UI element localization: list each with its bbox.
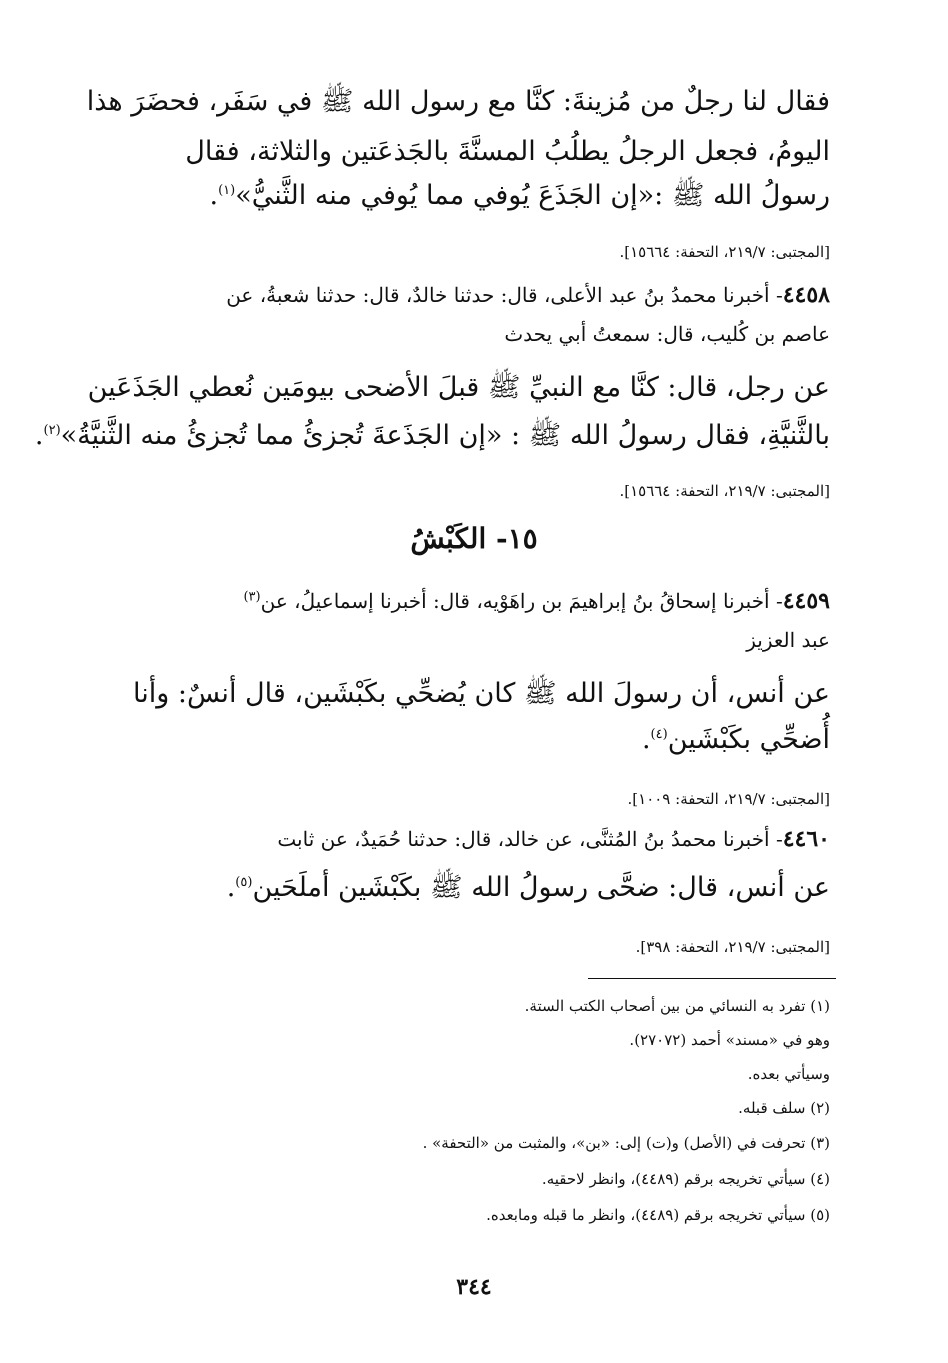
reference-line: [المجتبى: ٢١٩/٧، التحفة: ١٠٠٩]. (627, 790, 830, 808)
footnote-marker: (٣) (243, 589, 261, 605)
hadith-number: ٤٤٥٩ (782, 588, 830, 614)
page-number: ٣٤٤ (456, 1274, 492, 1300)
hadith-isnad-line (243, 588, 830, 614)
reference-line: [المجتبى: ٢١٩/٧، التحفة: ٣٩٨]. (635, 938, 830, 956)
hadith-text-line: عن أنس، قال: ضحَّى رسولُ الله ﷺ بكَبْشَين أملَحَين$^{(٥)}$. (226, 872, 830, 903)
footnote-line: (١) تفرد به النسائي من بين أصحاب الكتب الستة. (524, 997, 830, 1015)
footnote-marker: (١) (218, 183, 236, 198)
hadith-isnad-line (226, 282, 830, 308)
footnote-line: (٣) تحرفت في (الأصل) و(ت) إلى: «بن»، والمثبت من «التحفة» . (422, 1134, 830, 1152)
footnote-line: وهو في «مسند» أحمد (٢٧٠٧٢). (629, 1031, 830, 1049)
text-span: رسولُ الله ﷺ :«إن الجَذَعَ يُوفي مما يُوفي منه الثَّنيُّ» (235, 180, 830, 211)
footnote-marker: (٢) (43, 423, 61, 438)
reference-line: [المجتبى: ٢١٩/٧، التحفة: ١٥٦٦٤]. (619, 482, 830, 500)
footnote-marker: (٤) (650, 727, 668, 742)
hadith-isnad-line: عاصم بن كُليب، قال: سمعتُ أبي يحدث (504, 322, 830, 346)
hadith-number: ٤٤٦٠ (782, 826, 830, 852)
hadith-number: ٤٤٥٨ (782, 282, 830, 308)
text-span: بالثَّنيَّةِ، فقال رسولُ الله ﷺ : «إن الجَذَعةَ تُجزئُ مما تُجزئُ منه الثَّنيَّةُ» (60, 420, 830, 451)
hadith-text-line (185, 136, 830, 167)
hadith-text-line: بالثَّنيَّةِ، فقال رسولُ الله ﷺ : «إن الجَذَعةَ تُجزئُ مما تُجزئُ منه الثَّنيَّةُ»$^{(٢)}$. (34, 420, 830, 451)
hadith-text-line: أُضحِّي بكَبْشَين$^{(٤)}$. (641, 724, 830, 755)
reference-line: [المجتبى: ٢١٩/٧، التحفة: ١٥٦٦٤]. (619, 243, 830, 261)
text-span: أُضحِّي بكَبْشَين (667, 724, 830, 755)
text-span: - أخبرنا محمدُ بنُ المُثنَّى، عن خالد، قال: حدثنا حُمَيدٌ، عن ثابت (277, 827, 783, 851)
footnote-marker: (٥) (235, 875, 253, 890)
text-span: عن أنس، قال: ضحَّى رسولُ الله ﷺ بكَبْشَين أملَحَين (252, 872, 830, 903)
hadith-text-line: عن رجل، قال: كنَّا مع النبيِّ ﷺ قبلَ الأضحى بيومَين نُعطي الجَذَعَين (87, 372, 830, 403)
text-span: - أخبرنا محمدُ بنُ عبد الأعلى، قال: حدثنا خالدٌ، قال: حدثنا شعبةُ، عن (226, 283, 783, 307)
hadith-text-line (87, 84, 830, 124)
footnote-line: (٥) سيأتي تخريجه برقم (٤٤٨٩)، وانظر ما قبله ومابعده. (486, 1206, 830, 1224)
text-span: فقال لنا رجلٌ من مُزينةَ: كنَّا مع رسول الله ﷺ في سَفَر، فحضَرَ هذا (86, 86, 830, 117)
hadith-isnad-line: عبد العزيز (746, 628, 830, 652)
footnote-line: وسيأتي بعده. (747, 1065, 830, 1083)
hadith-text-line: عن أنس، أن رسولَ الله ﷺ كان يُضحِّي بكَبْشَين، قال أنسٌ: وأنا (133, 678, 830, 709)
hadith-isnad-line (277, 826, 830, 852)
footnote-separator (588, 978, 836, 979)
section-title: ١٥- الكَبْشُ (410, 522, 538, 555)
text-span: - أخبرنا إسحاقُ بنُ إبراهيمَ بن راهَوْيه، قال: أخبرنا إسماعيلُ، عن (260, 589, 783, 613)
footnote-line: (٤) سيأتي تخريجه برقم (٤٤٨٩)، وانظر لاحقيه. (541, 1170, 830, 1188)
text-span: اليومُ، فجعل الرجلُ يطلُبُ المسنَّةَ بالجَذعَتين والثلاثة، فقال (185, 136, 830, 167)
hadith-text-line: رسولُ الله ﷺ :«إن الجَذَعَ يُوفي مما يُوفي منه الثَّنيُّ»$^{(١)}$. (209, 180, 830, 211)
footnote-line: (٢) سلف قبله. (738, 1099, 830, 1117)
